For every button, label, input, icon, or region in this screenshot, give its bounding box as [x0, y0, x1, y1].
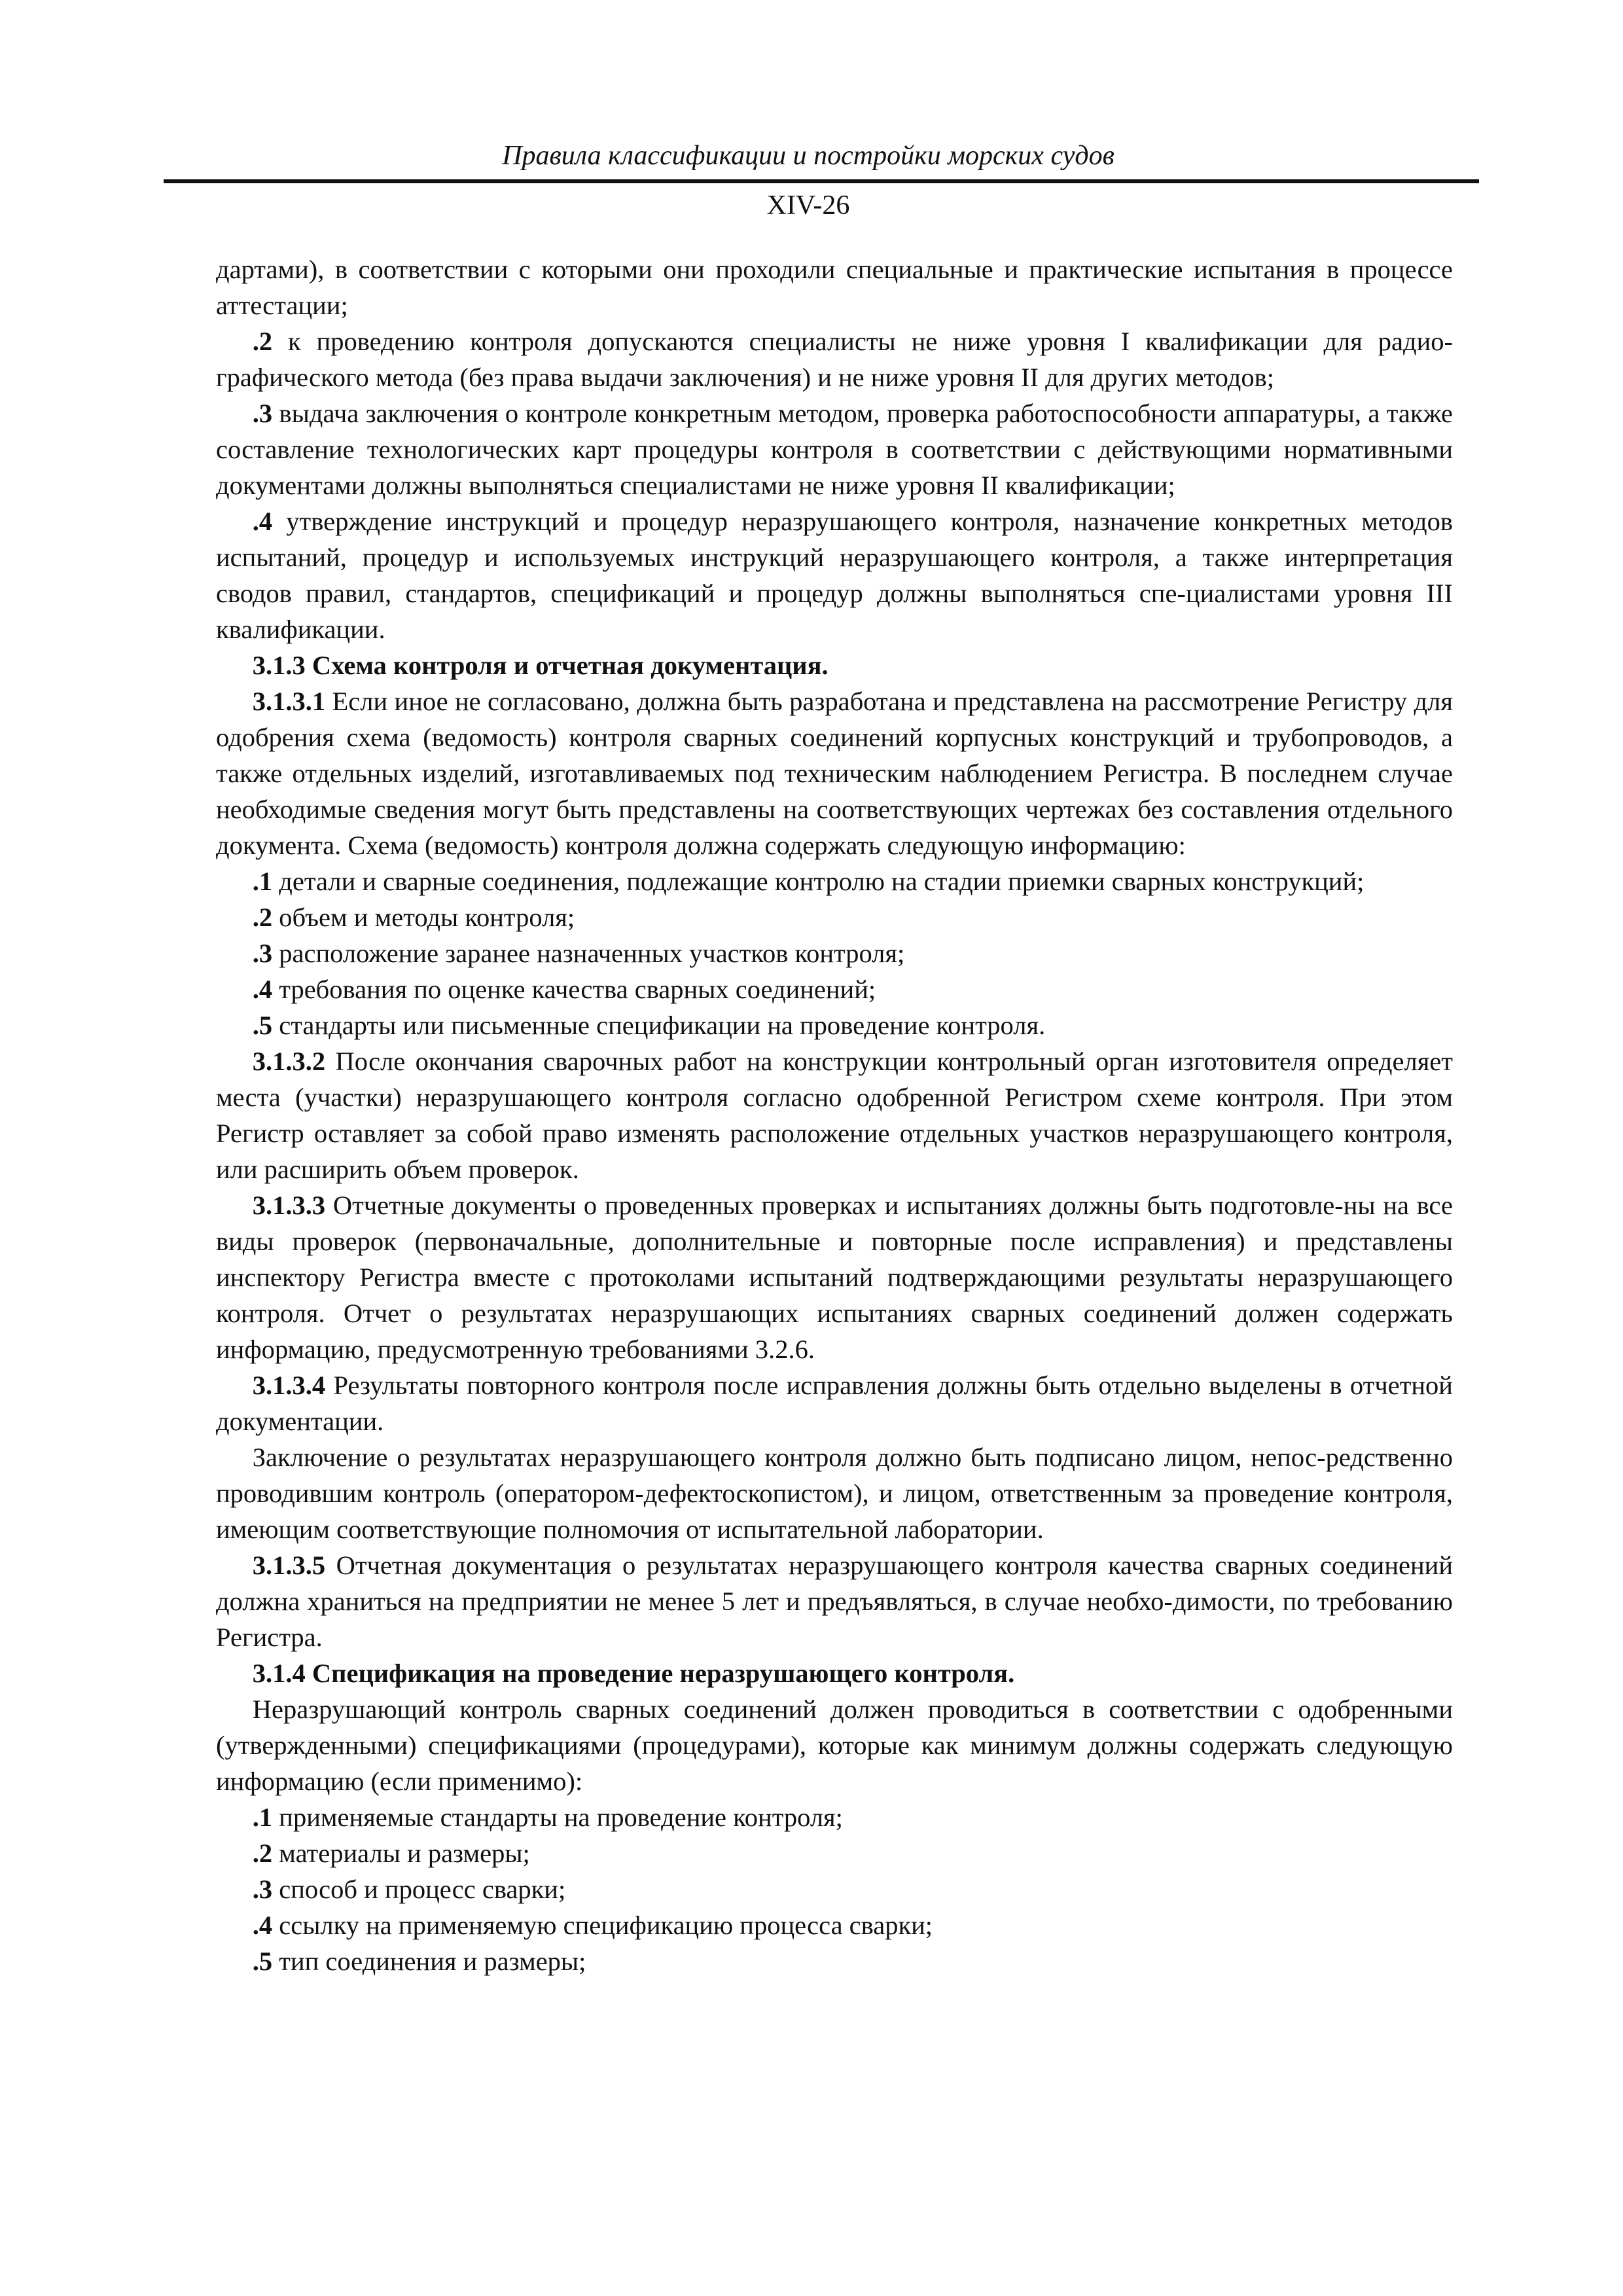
clause-number: .2 — [252, 1839, 273, 1868]
paragraph — [216, 1367, 1453, 1439]
paragraph-text: детали и сварные соединения, подлежащие контролю на стадии приемки сварных конструкций; — [272, 867, 1364, 896]
paragraph — [216, 1907, 1453, 1943]
clause-number: .5 — [252, 1011, 273, 1040]
paragraph-text: применяемые стандарты на проведение контроля; — [272, 1803, 843, 1832]
clause-number: .4 — [252, 975, 273, 1004]
paragraph-text: Заключение о результатах неразрушающего контроля должно быть подписано лицом, непос-редственно проводившим контроль (оператором-дефектоскопистом), и лицом, ответственным за проведение контроля, имеющим соответствующие полномочия от испытательной лаборатории. — [216, 1443, 1453, 1544]
section-heading — [216, 1655, 1453, 1691]
page-number: XIV-26 — [766, 190, 850, 221]
clause-number: 3.1.3.3 — [252, 1191, 326, 1220]
paragraph-text: расположение заранее назначенных участков контроля; — [272, 939, 905, 968]
paragraph-text: выдача заключения о контроле конкретным методом, проверка работоспособности аппаратуры, а также составление технологических карт процедуры контроля в соответствии с действующими нормативными документами должны выполняться специалистами не ниже уровня II квалификации; — [216, 399, 1453, 500]
clause-number: .2 — [252, 903, 273, 932]
clause-number: .1 — [252, 867, 273, 896]
paragraph-text: ссылку на применяемую спецификацию процесса сварки; — [272, 1910, 933, 1940]
paragraph — [216, 1835, 1453, 1871]
paragraph — [216, 1043, 1453, 1187]
clause-number: .3 — [252, 939, 273, 968]
paragraph — [216, 1871, 1453, 1907]
paragraph — [216, 863, 1453, 899]
paragraph — [216, 1799, 1453, 1835]
clause-number: 3.1.3.5 — [252, 1551, 326, 1580]
paragraph — [216, 683, 1453, 863]
paragraph — [216, 503, 1453, 647]
paragraph-text: способ и процесс сварки; — [272, 1874, 566, 1904]
paragraph-text: Неразрушающий контроль сварных соединений должен проводиться в соответствии с одобренными (утвержденными) спецификациями (процедурами), которые как минимум должны содержать следующую информацию (если применимо): — [216, 1695, 1453, 1796]
paragraph-text: Результаты повторного контроля после исправления должны быть отдельно выделены в отчетной документации. — [216, 1371, 1453, 1436]
paragraph — [216, 971, 1453, 1007]
paragraph — [216, 1943, 1453, 1979]
paragraph-text: к проведению контроля допускаются специалисты не ниже уровня I квалификации для радио-графического метода (без права выдачи заключения) и не ниже уровня II для других методов; — [216, 327, 1453, 392]
paragraph-text: тип соединения и размеры; — [272, 1946, 586, 1976]
clause-number: .2 — [252, 327, 273, 356]
clause-number: 3.1.3.2 — [252, 1047, 326, 1076]
clause-number: .1 — [252, 1803, 273, 1832]
paragraph — [216, 1439, 1453, 1547]
paragraph-text: Если иное не согласовано, должна быть разработана и представлена на рассмотрение Регистру для одобрения схема (ведомость) контроля сварных соединений корпусных конструкций и трубопроводов, а также отдельных изделий, изготавливаемых под техническим наблюдением Регистра. В последнем случае необходимые сведения могут быть представлены на соответствующих чертежах без составления отдельного документа. Схема (ведомость) контроля должна содержать следующую информацию: — [216, 687, 1453, 860]
paragraph-text: материалы и размеры; — [272, 1839, 530, 1868]
clause-number: .5 — [252, 1946, 273, 1976]
running-header-title: Правила классификации и постройки морских судов — [502, 141, 1115, 171]
section-heading — [216, 647, 1453, 683]
heading-text: 3.1.3 Схема контроля и отчетная документация. — [252, 651, 829, 680]
clause-number: .3 — [252, 399, 273, 428]
clause-number: .4 — [252, 507, 273, 536]
paragraph — [216, 899, 1453, 935]
paragraph-text: объем и методы контроля; — [272, 903, 575, 932]
clause-number: .3 — [252, 1874, 273, 1904]
paragraph — [216, 935, 1453, 971]
paragraph — [216, 251, 1453, 323]
clause-number: .4 — [252, 1910, 273, 1940]
paragraph — [216, 1547, 1453, 1655]
paragraph — [216, 323, 1453, 395]
paragraph-text: утверждение инструкций и процедур неразрушающего контроля, назначение конкретных методов испытаний, процедур и используемых инструкций неразрушающего контроля, а также интерпретация сводов правил, стандартов, спецификаций и процедур должны выполняться спе-циалистами уровня III квалификации. — [216, 507, 1453, 644]
paragraph — [216, 1007, 1453, 1043]
paragraph-text: После окончания сварочных работ на конструкции контрольный орган изготовителя определяет места (участки) неразрушающего контроля согласно одобренной Регистром схеме контроля. При этом Регистр оставляет за собой право изменять расположение отдельных участков неразрушающего контроля, или расширить объем проверок. — [216, 1047, 1453, 1184]
paragraph — [216, 1691, 1453, 1799]
clause-number: 3.1.3.1 — [252, 687, 326, 716]
paragraph — [216, 395, 1453, 503]
paragraph-text: Отчетные документы о проведенных проверках и испытаниях должны быть подготовле-ны на все виды проверок (первоначальные, дополнительные и повторные после исправления) и представлены инспектору Регистра вместе с протоколами испытаний подтверждающими результаты неразрушающего контроля. Отчет о результатах неразрушающих испытаниях сварных соединений должен содержать информацию, предусмотренную требованиями 3.2.6. — [216, 1191, 1453, 1364]
paragraph-text: дартами), в соответствии с которыми они проходили специальные и практические испытания в процессе аттестации; — [216, 255, 1453, 320]
paragraph-text: требования по оценке качества сварных соединений; — [272, 975, 876, 1004]
heading-text: 3.1.4 Спецификация на проведение неразрушающего контроля. — [252, 1659, 1015, 1688]
clause-number: 3.1.3.4 — [252, 1371, 326, 1400]
document-body — [216, 251, 1453, 1979]
paragraph — [216, 1187, 1453, 1367]
paragraph-text: стандарты или письменные спецификации на проведение контроля. — [272, 1011, 1046, 1040]
header-rule — [164, 179, 1479, 183]
paragraph-text: Отчетная документация о результатах неразрушающего контроля качества сварных соединений должна храниться на предприятии не менее 5 лет и предъявляться, в случае необхо-димости, по требованию Регистра. — [216, 1551, 1453, 1652]
